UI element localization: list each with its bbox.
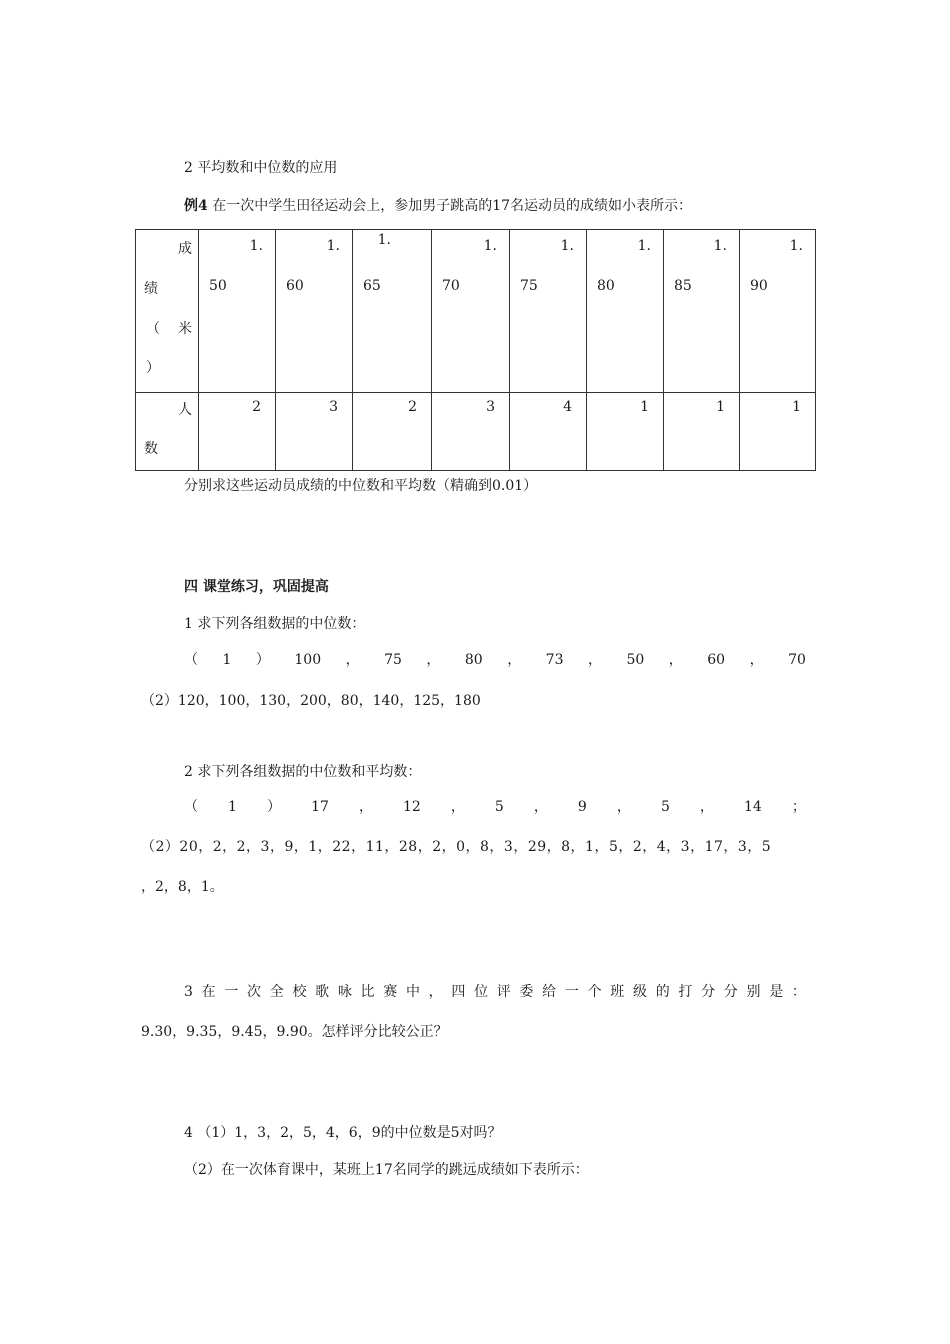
example-label: 例4 xyxy=(184,198,208,214)
section-heading: 2 平均数和中位数的应用 xyxy=(184,160,338,176)
score-cell: 1. 60 xyxy=(276,230,353,393)
q2-line3: ，2，8，1。 xyxy=(141,879,224,895)
q2-line2: （2）20，2，2，3，9，1，22，11，28，2，0，8，3，29，8，1，5，2，4，3，17，3，5 xyxy=(141,839,772,855)
count-cell: 1 xyxy=(740,393,816,471)
score-cell: 1. 50 xyxy=(199,230,276,393)
scores-table xyxy=(135,229,816,471)
q4-line1: 4 （1）1，3，2，5，4，6，9的中位数是5对吗？ xyxy=(184,1125,502,1141)
score-header-cell xyxy=(136,230,199,393)
after-table-text: 分别求这些运动员成绩的中位数和平均数（精确到0.01） xyxy=(184,478,538,494)
example-4 xyxy=(184,196,692,216)
header-char: ） xyxy=(146,360,160,376)
q1-line1: （ 1 ） 100 ， 75 ， 80 ， 73 ， 50 ， 60 ， 70 xyxy=(184,652,806,668)
q1-text: 1 求下列各组数据的中位数： xyxy=(184,616,366,632)
scores-row xyxy=(136,230,816,393)
q2-line1: （ 1 ） 17 ， 12 ， 5 ， 9 ， 5 ， 14 ； xyxy=(184,799,806,815)
count-header-cell xyxy=(136,393,199,471)
score-cell: 1. 65 xyxy=(353,230,432,393)
score-cell: 1. 85 xyxy=(664,230,740,393)
count-cell: 1 xyxy=(587,393,664,471)
count-cell: 3 xyxy=(276,393,353,471)
q1-line2: （2）120，100，130，200，80，140，125，180 xyxy=(141,693,481,709)
q3-line1: 3 在 一 次 全 校 歌 咏 比 赛 中 ， 四 位 评 委 给 一 个 班 级 的 打 分 分 别 是 ： xyxy=(184,984,806,1000)
count-cell: 3 xyxy=(432,393,510,471)
score-cell: 1. 75 xyxy=(510,230,587,393)
header-char: 人 xyxy=(178,402,192,418)
header-char: 数 xyxy=(144,441,158,457)
count-cell: 2 xyxy=(199,393,276,471)
count-cell: 1 xyxy=(664,393,740,471)
q2-text: 2 求下列各组数据的中位数和平均数： xyxy=(184,764,422,780)
score-cell: 1. 90 xyxy=(740,230,816,393)
score-cell: 1. 80 xyxy=(587,230,664,393)
count-cell: 4 xyxy=(510,393,587,471)
score-cell: 1. 70 xyxy=(432,230,510,393)
header-char: 成 xyxy=(178,241,192,257)
example-text: 在一次中学生田径运动会上，参加男子跳高的17名运动员的成绩如小表所示： xyxy=(212,198,693,214)
counts-row xyxy=(136,393,816,471)
q4-line2: （2）在一次体育课中，某班上17名同学的跳远成绩如下表所示： xyxy=(184,1162,589,1178)
header-char: （ xyxy=(146,321,160,337)
part4-heading: 四 课堂练习，巩固提高 xyxy=(184,579,329,595)
header-char: 绩 xyxy=(144,281,158,297)
q3-line2: 9.30，9.35，9.45，9.90。怎样评分比较公正？ xyxy=(141,1024,448,1040)
header-char: 米 xyxy=(178,321,192,337)
count-cell: 2 xyxy=(353,393,432,471)
